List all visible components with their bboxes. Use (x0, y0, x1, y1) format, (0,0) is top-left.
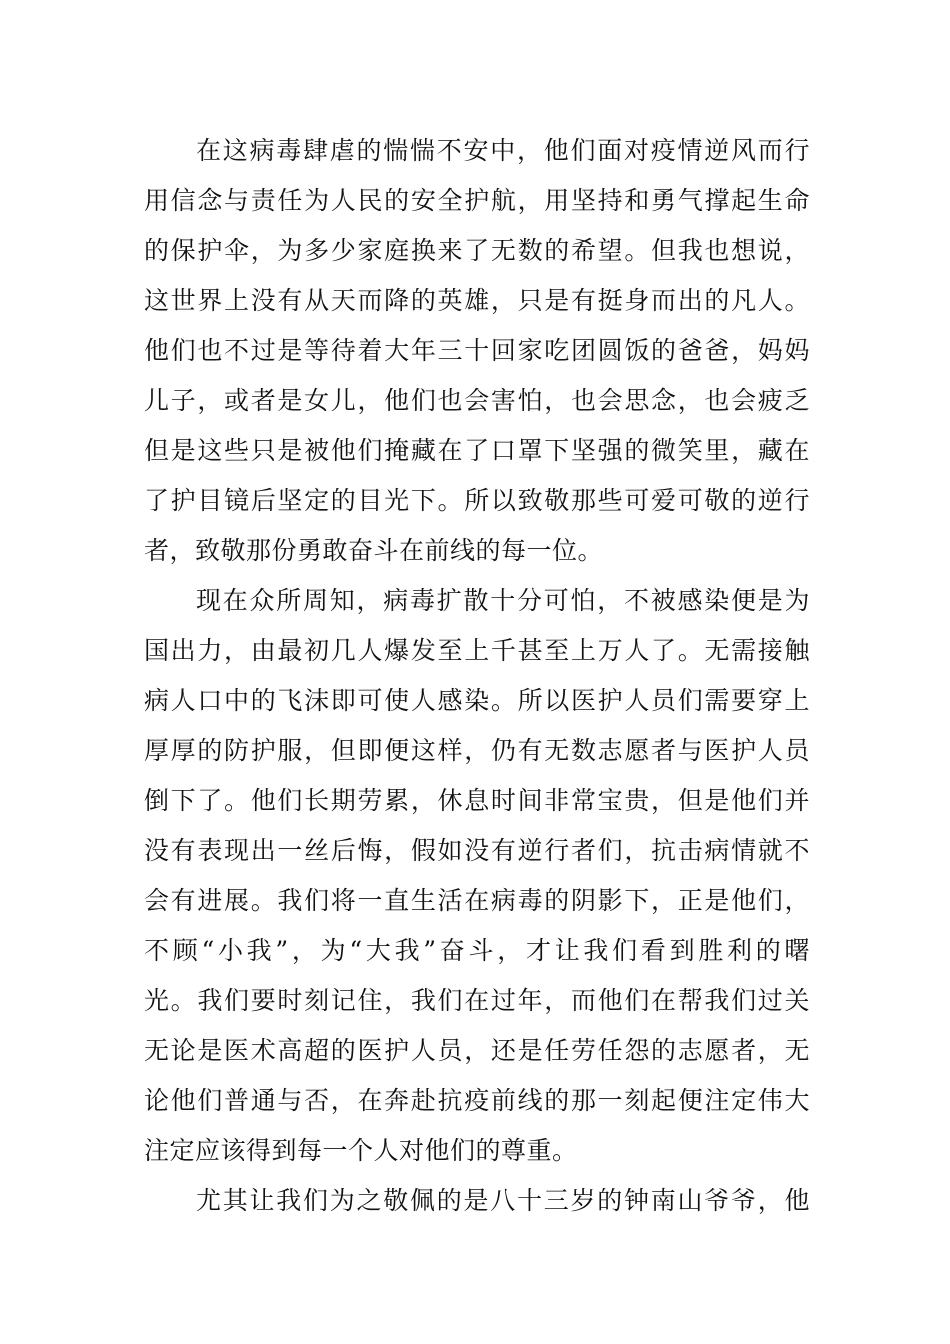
paragraph-1-line-7: 但是这些只是被他们掩藏在了口罩下坚强的微笑里，藏在 (144, 436, 810, 465)
paragraph-2-line-2: 国出力，由最初几人爆发至上千甚至上万人了。无需接触 (144, 636, 810, 665)
paragraph-1-line-2: 用信念与责任为人民的安全护航，用坚持和勇气撑起生命 (144, 186, 810, 215)
paragraph-2-line-3: 病人口中的飞沫即可使人感染。所以医护人员们需要穿上 (144, 686, 810, 715)
paragraph-2-line-4: 厚厚的防护服，但即便这样，仍有无数志愿者与医护人员 (144, 736, 810, 765)
paragraph-1-line-1: 在这病毒肆虐的惴惴不安中，他们面对疫情逆风而行 (196, 136, 810, 165)
paragraph-2-line-1: 现在众所周知，病毒扩散十分可怕，不被感染便是为 (196, 586, 810, 615)
paragraph-2-line-11: 论他们普通与否，在奔赴抗疫前线的那一刻起便注定伟大 (144, 1086, 810, 1115)
paragraph-3-line-1: 尤其让我们为之敬佩的是八十三岁的钟南山爷爷，他 (196, 1186, 810, 1215)
paragraph-1-line-8: 了护目镜后坚定的目光下。所以致敬那些可爱可敬的逆行 (144, 486, 810, 515)
paragraph-2-line-6: 没有表现出一丝后悔，假如没有逆行者们，抗击病情就不 (144, 836, 810, 865)
paragraph-1-line-6: 儿子，或者是女儿，他们也会害怕，也会思念，也会疲乏 (144, 386, 810, 415)
paragraph-2-line-7: 会有进展。我们将一直生活在病毒的阴影下，正是他们， (144, 886, 810, 915)
paragraph-2-line-12: 注定应该得到每一个人对他们的尊重。 (144, 1136, 578, 1165)
paragraph-2-line-8: 不顾“小我”，为“大我”奋斗，才让我们看到胜利的曙 (144, 936, 810, 965)
paragraph-2-line-9: 光。我们要时刻记住，我们在过年，而他们在帮我们过关 (144, 986, 810, 1015)
document-body (144, 126, 810, 1226)
paragraph-1-line-9: 者，致敬那份勇敢奋斗在前线的每一位。 (144, 536, 604, 565)
paragraph-2-line-10: 无论是医术高超的医护人员，还是任劳任怨的志愿者，无 (144, 1036, 810, 1065)
paragraph-2-line-5: 倒下了。他们长期劳累，休息时间非常宝贵，但是他们并 (144, 786, 810, 815)
paragraph-1-line-4: 这世界上没有从天而降的英雄，只是有挺身而出的凡人。 (144, 286, 810, 315)
paragraph-1-line-3: 的保护伞，为多少家庭换来了无数的希望。但我也想说， (144, 236, 810, 265)
paragraph-1-line-5: 他们也不过是等待着大年三十回家吃团圆饭的爸爸，妈妈 (144, 336, 810, 365)
